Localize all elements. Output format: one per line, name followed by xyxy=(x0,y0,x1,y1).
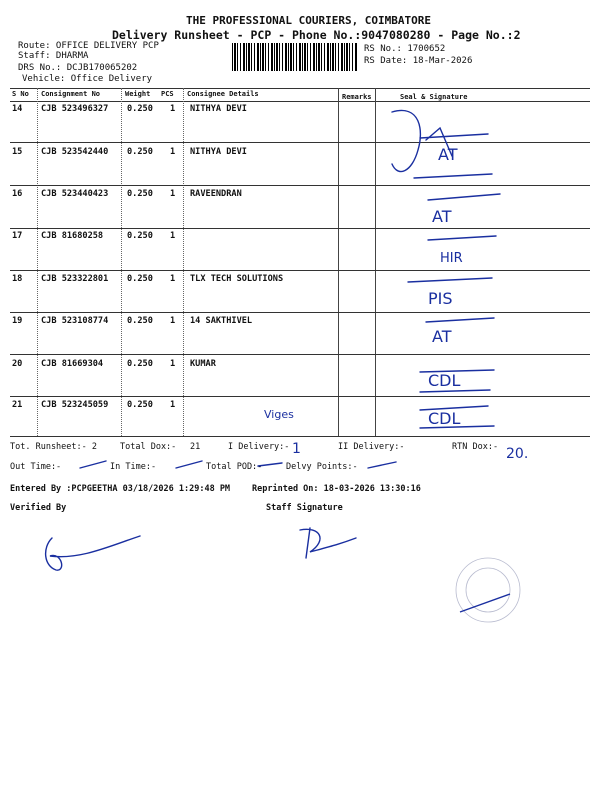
dash-mark xyxy=(368,462,396,468)
signature-mark xyxy=(426,318,494,322)
row-consignment-no: CJB 523542440 xyxy=(41,147,109,157)
dash-mark xyxy=(258,463,282,466)
row-consignment-no: CJB 523322801 xyxy=(41,274,109,284)
row-consignment-no: CJB 523496327 xyxy=(41,104,109,114)
row-pcs: 1 xyxy=(170,231,176,241)
signature-mark xyxy=(300,528,356,558)
signature-mark xyxy=(428,194,500,200)
row-weight: 0.250 xyxy=(127,231,153,241)
col-consignee: Consignee Details xyxy=(187,90,259,98)
entered-by: Entered By :PCPGEETHA 03/18/2026 1:29:48 PM xyxy=(10,484,231,494)
row-consignment-no: CJB 523440423 xyxy=(41,189,109,199)
row-sno: 19 xyxy=(12,316,23,326)
row-weight: 0.250 xyxy=(127,147,153,157)
handwritten-text: 1 xyxy=(292,441,301,457)
row-consignment-no: CJB 523108774 xyxy=(41,316,109,326)
in-time-label: In Time:- xyxy=(110,462,157,472)
row-sno: 21 xyxy=(12,400,23,410)
i-delivery-label: I Delivery:- xyxy=(228,442,290,452)
row-sno: 16 xyxy=(12,189,23,199)
row-consignee: 14 SAKTHIVEL xyxy=(190,316,253,326)
signature-mark xyxy=(392,111,420,172)
signature-mark xyxy=(420,390,490,392)
signature-mark xyxy=(46,536,140,570)
reprinted-on: Reprinted On: 18-03-2026 13:30:16 xyxy=(252,484,421,494)
col-remarks: Remarks xyxy=(342,93,372,101)
signature-mark xyxy=(428,236,496,240)
handwritten-text: 20. xyxy=(506,446,529,462)
row-weight: 0.250 xyxy=(127,274,153,284)
row-pcs: 1 xyxy=(170,189,176,199)
col-pcs: PCS xyxy=(161,90,174,98)
row-pcs: 1 xyxy=(170,274,176,284)
total-dox-value: 21 xyxy=(190,442,201,452)
row-pcs: 1 xyxy=(170,359,176,369)
rs-number: RS No.: 1700652 xyxy=(364,44,446,54)
row-consignment-no: CJB 81669304 xyxy=(41,359,104,369)
handwritten-text: AT xyxy=(438,145,458,164)
row-consignee: NITHYA DEVI xyxy=(190,147,247,157)
signature-mark xyxy=(460,594,510,612)
tot-runsheet: Tot. Runsheet:- 2 xyxy=(10,442,97,452)
handwritten-text: Viges xyxy=(264,408,294,421)
row-weight: 0.250 xyxy=(127,104,153,114)
row-consignment-no: CJB 523245059 xyxy=(41,400,109,410)
dash-mark xyxy=(80,461,106,468)
row-sno: 17 xyxy=(12,231,23,241)
row-consignee: TLX TECH SOLUTIONS xyxy=(190,274,284,284)
row-sno: 18 xyxy=(12,274,23,284)
row-weight: 0.250 xyxy=(127,316,153,326)
staff-label: Staff: DHARMA xyxy=(18,51,89,61)
handwritten-text: PIS xyxy=(428,289,453,308)
route-label: Route: OFFICE DELIVERY PCP xyxy=(18,41,159,51)
total-dox-label: Total Dox:- xyxy=(120,442,177,452)
row-pcs: 1 xyxy=(170,104,176,114)
row-sno: 15 xyxy=(12,147,23,157)
vehicle-label: Vehicle: Office Delivery xyxy=(22,74,153,84)
row-pcs: 1 xyxy=(170,147,176,157)
delvy-points-label: Delvy Points:- xyxy=(286,462,358,472)
row-consignee: NITHYA DEVI xyxy=(190,104,247,114)
ii-delivery-label: II Delivery:- xyxy=(338,442,405,452)
out-time-label: Out Time:- xyxy=(10,462,62,472)
col-sno: S No xyxy=(12,90,29,98)
dash-mark xyxy=(176,461,202,468)
row-consignee: KUMAR xyxy=(190,359,216,369)
row-consignment-no: CJB 81680258 xyxy=(41,231,104,241)
row-sno: 14 xyxy=(12,104,23,114)
row-weight: 0.250 xyxy=(127,400,153,410)
drs-label: DRS No.: DCJB170065202 xyxy=(18,63,138,73)
stamp-seal xyxy=(456,558,520,622)
signature-mark xyxy=(408,278,492,282)
handwritten-text: AT xyxy=(432,327,452,346)
company-name: THE PROFESSIONAL COURIERS, COIMBATORE xyxy=(186,14,432,27)
verified-by: Verified By xyxy=(10,503,67,513)
total-pod-label: Total POD:- xyxy=(206,462,263,472)
row-weight: 0.250 xyxy=(127,189,153,199)
row-sno: 20 xyxy=(12,359,23,369)
rs-date: RS Date: 18-Mar-2026 xyxy=(364,56,473,66)
signature-mark xyxy=(414,174,492,178)
runsheet-title: Delivery Runsheet - PCP - Phone No.:9047080280 - Page No.:2 xyxy=(112,28,521,42)
handwritten-text: AT xyxy=(432,207,452,226)
staff-signature-label: Staff Signature xyxy=(266,503,343,513)
handwritten-text: CDL xyxy=(428,371,461,390)
handwritten-text: HIR xyxy=(440,251,463,266)
rtn-dox-label: RTN Dox:- xyxy=(452,442,499,452)
col-seal: Seal & Signature xyxy=(400,93,468,101)
handwritten-text: CDL xyxy=(428,409,461,428)
row-pcs: 1 xyxy=(170,316,176,326)
row-consignee: RAVEENDRAN xyxy=(190,189,242,199)
row-pcs: 1 xyxy=(170,400,176,410)
col-weight: Weight xyxy=(125,90,151,98)
row-weight: 0.250 xyxy=(127,359,153,369)
col-consignment: Consignment No xyxy=(41,90,101,98)
